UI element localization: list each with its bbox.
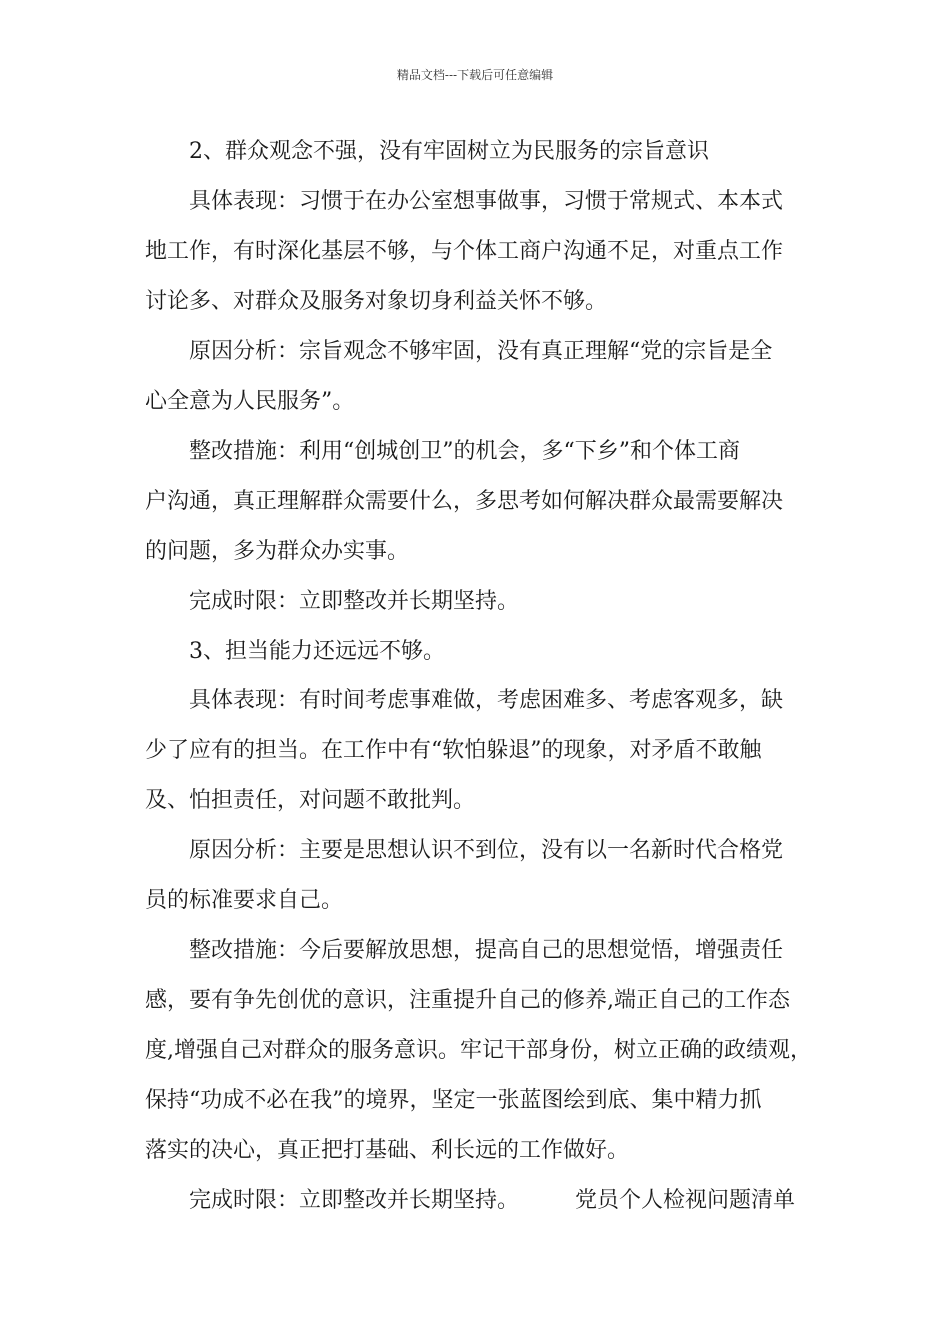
text-line: 员的标准要求自己。 [145,888,344,913]
page-header: 精品文档---下载后可任意编辑 [396,68,554,82]
text-line: 落实的决心，真正把打基础、利长远的工作做好。 [145,1138,630,1163]
text-line: 整改措施：今后要解放思想，提高自己的思想觉悟，增强责任 [189,938,784,963]
text-line: 讨论多、对群众及服务对象切身利益关怀不够。 [145,289,608,314]
text-line: 具体表现：习惯于在办公室想事做事，习惯于常规式、本本式 [189,189,784,214]
text-line: 完成时限：立即整改并长期坚持。 [189,589,520,614]
text-line: 地工作，有时深化基层不够，与个体工商户沟通不足，对重点工作 [145,239,784,264]
section-heading-2: 2、群众观念不强，没有牢固树立为民服务的宗旨意识 [189,139,709,164]
text-line: 少了应有的担当。在工作中有“软怕躲退”的现象，对矛盾不敢触 [145,738,762,763]
text-line: 及、怕担责任，对问题不敢批判。 [145,788,476,813]
text-line: 的问题，多为群众办实事。 [145,539,410,564]
text-line: 保持“功成不必在我”的境界，坚定一张蓝图绘到底、集中精力抓 [145,1088,762,1113]
text-line: 心全意为人民服务”。 [145,389,355,414]
text-line: 完成时限：立即整改并长期坚持。 党员个人检视问题清单 [189,1188,795,1213]
text-line: 原因分析：宗旨观念不够牢固，没有真正理解“党的宗旨是全 [189,339,773,364]
section-heading-3: 3、担当能力还远远不够。 [189,639,445,664]
text-line: 户沟通，真正理解群众需要什么，多思考如何解决群众最需要解决 [145,489,784,514]
text-line: 整改措施：利用“创城创卫”的机会，多“下乡”和个体工商 [189,439,740,464]
text-line: 度,增强自己对群众的服务意识。牢记干部身份，树立正确的政绩观， [145,1038,812,1063]
text-line: 原因分析：主要是思想认识不到位，没有以一名新时代合格党 [189,838,784,863]
text-line: 具体表现：有时间考虑事难做，考虑困难多、考虑客观多，缺 [189,688,784,713]
text-line: 感，要有争先创优的意识，注重提升自己的修养,端正自己的工作态 [145,988,790,1013]
